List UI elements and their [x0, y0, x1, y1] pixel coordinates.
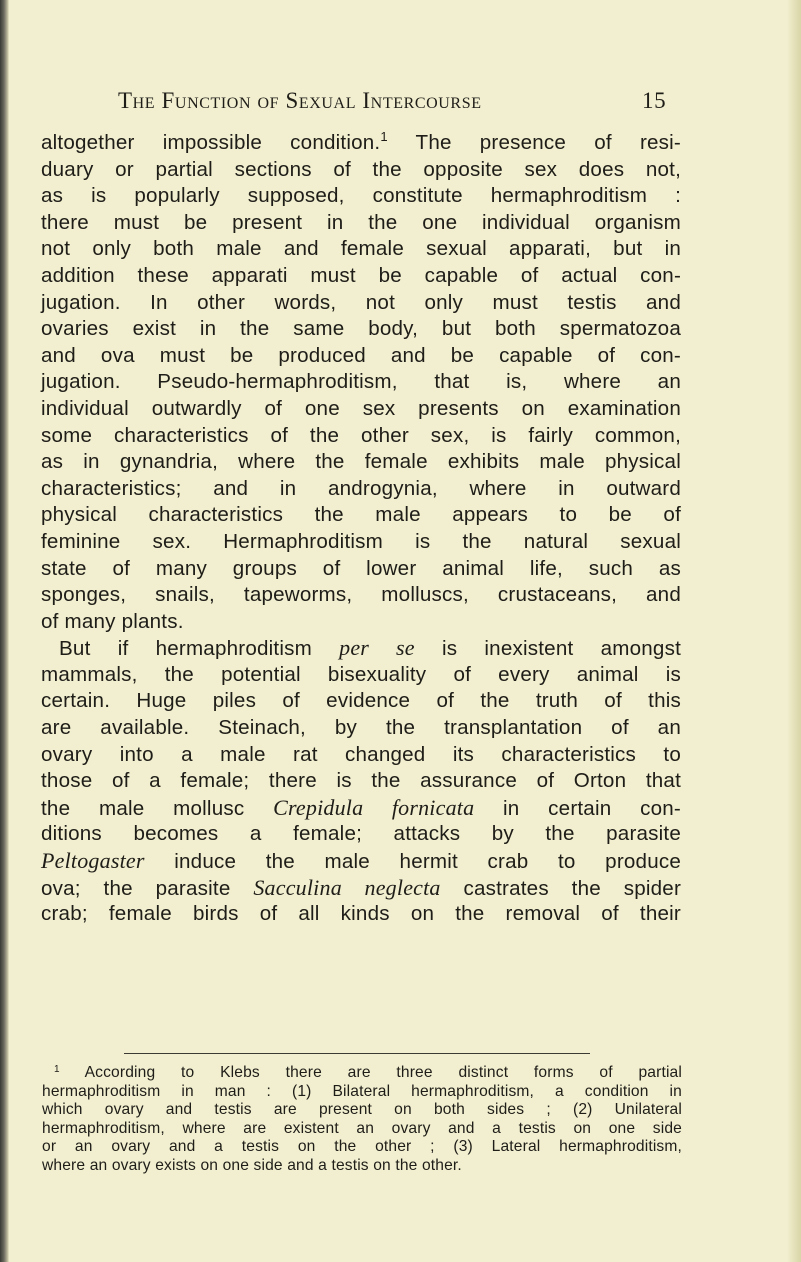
- text-line: jugation. Pseudo-hermaphroditism, that is, where an: [41, 370, 681, 394]
- text-line: as is popularly supposed, constitute hermaphroditism :: [41, 184, 681, 208]
- text-line: those of a female; there is the assurance of Orton that: [41, 769, 681, 793]
- text-line: as in gynandria, where the female exhibits male physical: [41, 450, 681, 474]
- text-line: mammals, the potential bisexuality of every animal is: [41, 662, 681, 686]
- body-text: [41, 130, 681, 928]
- running-head: [118, 88, 718, 128]
- text-line: and ova must be produced and be capable of con-: [41, 343, 681, 367]
- text-line: physical characteristics the male appears to be of: [41, 503, 681, 527]
- text-line: state of many groups of lower animal life, such as: [41, 556, 681, 580]
- text-line: there must be present in the one individual organism: [41, 210, 681, 234]
- species-name: Sacculina neglecta: [253, 874, 441, 900]
- text-line: the male mollusc Crepidula fornicata in certain con-: [41, 794, 681, 820]
- text-line: duary or partial sections of the opposite sex does not,: [41, 157, 681, 181]
- footnote-reference[interactable]: 1: [380, 129, 388, 144]
- text-line: altogether impossible condition.$^1$ The presence of resi-: [41, 129, 681, 154]
- footnote: [42, 1064, 682, 1176]
- text-line: feminine sex. Hermaphroditism is the natural sexual: [41, 529, 681, 553]
- text-line: ova; the parasite Sacculina neglecta castrates the spider: [41, 874, 682, 900]
- paragraph-end-line: of many plants.: [41, 609, 184, 633]
- paragraph-start-line: But if hermaphroditism per se is inexistent amongst: [59, 635, 681, 661]
- footnote-line: which ovary and testis are present on both sides ; (2) Unilateral: [42, 1101, 682, 1119]
- footnote-marker: 1: [54, 1064, 60, 1075]
- running-head-title: The Function of Sexual Intercourse: [118, 88, 482, 113]
- footnote-divider: [124, 1053, 590, 1054]
- text-line: addition these apparati must be capable of actual con-: [41, 263, 681, 287]
- page-number: 15: [642, 88, 667, 113]
- text-line: crab; female birds of all kinds on the removal of their: [41, 902, 681, 926]
- footnote-line: hermaphroditism in man : (1) Bilateral hermaphroditism, a condition in: [42, 1082, 682, 1100]
- text-line: characteristics; and in androgynia, where in outward: [41, 476, 681, 500]
- text-line: individual outwardly of one sex presents on examination: [41, 396, 681, 420]
- footnote-line: hermaphroditism, where are existent an ovary and a testis on one side: [42, 1119, 682, 1137]
- text-line: Peltogaster induce the male hermit crab to produce: [41, 848, 681, 874]
- page-outer-edge: [787, 0, 801, 1262]
- page-binding-edge: [0, 0, 9, 1262]
- text-line: not only both male and female sexual apparati, but in: [41, 237, 681, 261]
- species-name: Crepidula fornicata: [273, 794, 475, 820]
- text-line: ditions becomes a female; attacks by the parasite: [41, 822, 681, 846]
- footnote-line: or an ovary and a testis on the other ; (3) Lateral hermaphroditism,: [42, 1138, 682, 1156]
- text-line: ovaries exist in the same body, but both spermatozoa: [41, 317, 681, 341]
- genus-name: Peltogaster: [41, 848, 145, 874]
- footnote-line: $^1$ According to Klebs there are three distinct forms of partial: [54, 1064, 682, 1081]
- text-line: jugation. In other words, not only must testis and: [41, 290, 681, 314]
- text-line: are available. Steinach, by the transplantation of an: [41, 716, 681, 740]
- text-line: ovary into a male rat changed its characteristics to: [41, 742, 681, 766]
- text-line: sponges, snails, tapeworms, molluscs, crustaceans, and: [41, 583, 681, 607]
- text-line: some characteristics of the other sex, is fairly common,: [41, 423, 681, 447]
- italic-phrase: per se: [339, 635, 415, 661]
- footnote-line: where an ovary exists on one side and a testis on the other.: [42, 1156, 462, 1174]
- text-line: certain. Huge piles of evidence of the truth of this: [41, 689, 681, 713]
